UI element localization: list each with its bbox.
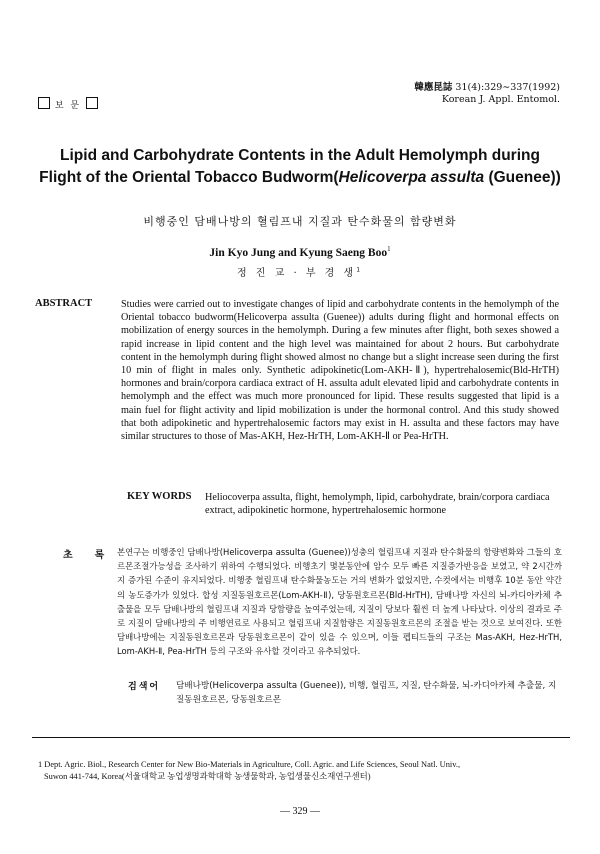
category-box-left bbox=[38, 97, 50, 109]
footnote-divider bbox=[32, 737, 570, 738]
title-species: Helicoverpa assulta bbox=[338, 169, 485, 186]
journal-header bbox=[414, 82, 560, 106]
korean-keywords-text: 담배나방(Helicoverpa assulta (Guenee)), 비행, 혈림프, 지질, 탄수화물, 뇌-카디아카체 추출물, 지질동원호르몬, 당동원호르몬 bbox=[176, 681, 557, 705]
title-line-1: Lipid and Carbohydrate Contents in the Adult Hemolymph during bbox=[60, 147, 540, 164]
paper-title bbox=[0, 145, 600, 189]
category-label: 보 문 bbox=[54, 101, 82, 111]
korean-title: 비행중인 담배나방의 혈림프내 지질과 탄수화물의 함량변화 bbox=[143, 215, 457, 228]
journal-name: 韓應昆誌 bbox=[414, 82, 453, 93]
keywords-label: KEY WORDS bbox=[127, 491, 192, 502]
title-line-2 bbox=[0, 167, 600, 189]
korean-abstract-label: 초록 bbox=[63, 550, 127, 561]
korean-abstract-text: 본연구는 비행중인 담배나방(Helicoverpa assulta (Guenee))성충의 혈림프내 지질과 탄수화물의 함량변화와 그들의 호르몬조절가능성을 조사하기 위하여 수행되었다. 비행초기 몇분동안에 암수 모두 빠른 지질증가반응을 보였고, 약 2시간까지 증가된 수준이 유지되었다. 비행중 혈림프내 탄수화물농도는 거의 변화가 없었지만, 수컷에서는 비행후 10분 동안 약간의 농도증가가 있었다. 합성 지질동원호르몬(Lom-AKH-Ⅱ), 당동원호르몬(Bld-HrTH), 담배나방 자신의 뇌-카디아카체 추출물을 모두 담배나방의 혈림프내 지질과 당함량을 높여주었는데, 지질이 당보다 훨씬 더 높게 나타났다. 이상의 결과로 주로 지질이 담배나방의 주 비행연료로 사용되고 혈림프내 지질함량은 지질동원호르몬의 조절을 받는 것으로 보여진다. 또한 담배나방에는 지질동원호르몬과 당동원호르몬이 같이 있을 수 있으며, 이들 펩티드들의 구조는 Mas-AKH, Hez-HrTH, Lom-AKH-Ⅱ, Pea-HrTH 등의 구조와 유사할 것이라고 유추되었다. bbox=[117, 547, 562, 657]
authors-english bbox=[0, 245, 600, 259]
authors-korean-names: 정 진 교 · 부 경 생 bbox=[236, 268, 357, 279]
author-korean-footnote-mark: 1 bbox=[356, 266, 364, 274]
keywords-text: Heliocoverpa assulta, flight, hemolymph, lipid, carbohydrate, brain/corpora cardiaca extract, adipokinetic hormone, hypertrehalosemic hormone bbox=[205, 492, 550, 516]
footnote-line-2: Suwon 441-744, Korea(서울대학교 농업생명과학대학 농생물학과, 농업생물신소재연구센터) bbox=[44, 772, 371, 781]
article-category bbox=[38, 97, 98, 111]
footnote bbox=[38, 759, 568, 783]
abstract-text: Studies were carried out to investigate changes of lipid and carbohydrate contents in the hemolymph of the Oriental tobacco budworm(Helicoverpa assulta (Guenee)) adults during flight and hormonal effects on mobilization of energy sources in the hemolymph. During a few minutes after flight, both sexes showed a rapid increase in lipid content and the high level was maintained for about 2 hours. But carbohydrate content in the hemolymph during flight showed almost no change but a slight increase seen during the first 10 min of flight in males only. Synthetic adipokinetic(Lom-AKH-Ⅱ), hypertrehalosemic(Bld-HrTH) hormones and brain/corpora cardiaca extract of H. assulta adult elevated lipid and carbohydrate contents in hemolymph and the effect was much more pronounced for lipid. These results suggested that lipid is a main fuel for flight activity and lipid mobilization is under the hormonal control. And this study showed that both adipokinetic and hypertrehalosemic factors may exist in H. assulta and these factors may have similar structures to those of Mas-AKH, Hez-HrTH, Lom-AKH-Ⅱ or Pea-HrTH. bbox=[121, 299, 559, 443]
authors-korean bbox=[0, 264, 600, 279]
category-box-right bbox=[86, 97, 98, 109]
author-footnote-mark: 1 bbox=[387, 245, 391, 253]
authors-names: Jin Kyo Jung and Kyung Saeng Boo bbox=[209, 246, 388, 259]
footnote-line-1: 1 Dept. Agric. Biol., Research Center for New Bio-Materials in Agriculture, Coll. Agric. and Life Sciences, Seoul Natl. Univ., bbox=[38, 760, 461, 769]
journal-english: Korean J. Appl. Entomol. bbox=[441, 94, 560, 105]
journal-citation: 31(4):329∼337(1992) bbox=[452, 82, 560, 93]
title-line-2-suffix: (Guenee)) bbox=[484, 169, 561, 186]
page-number: — 329 — bbox=[280, 806, 320, 817]
korean-keywords-label: 검색어 bbox=[128, 682, 161, 692]
title-line-2-prefix: Flight of the Oriental Tobacco Budworm( bbox=[39, 169, 339, 186]
abstract-label: ABSTRACT bbox=[35, 298, 93, 309]
